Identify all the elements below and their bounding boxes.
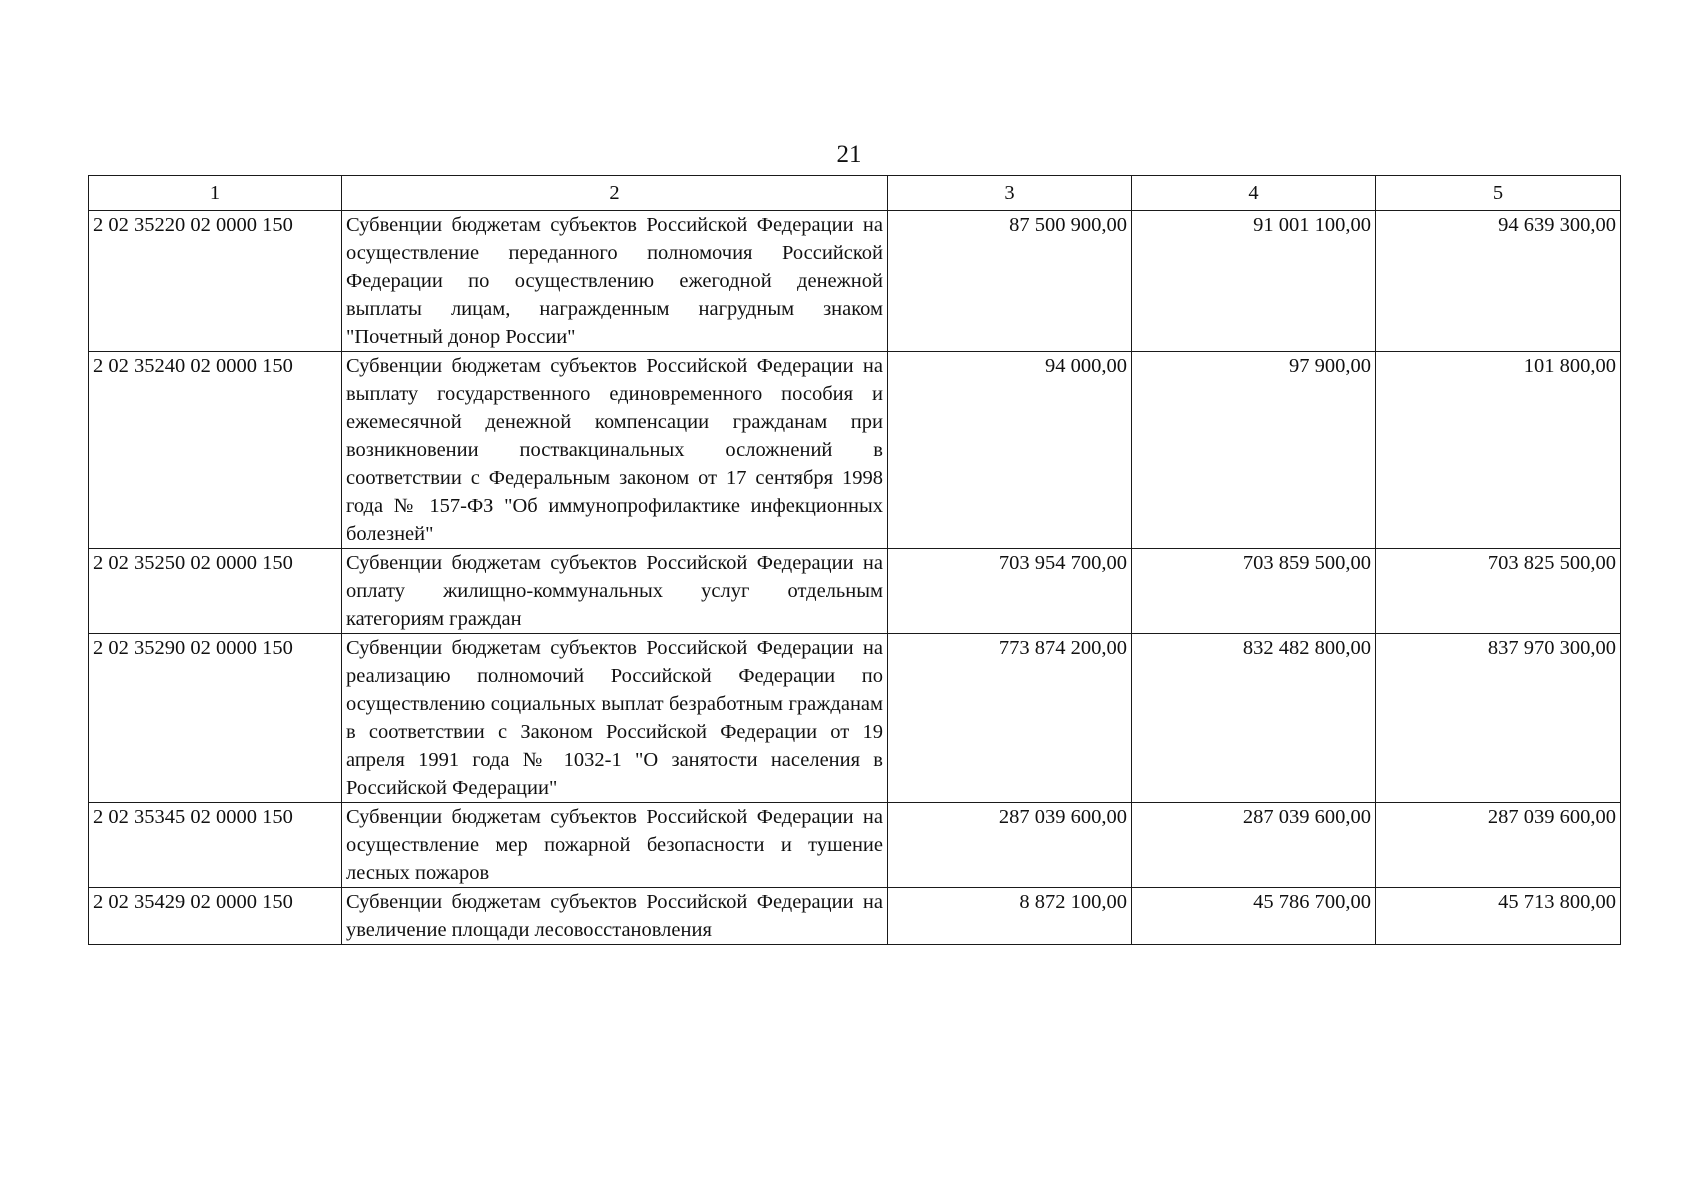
- budget-code: 2 02 35240 02 0000 150: [89, 352, 342, 549]
- row-description: Субвенции бюджетам субъектов Российской Федерации на осуществление переданного полномочия Российской Федерации по осуществлению ежегодной денежной выплаты лицам, награжденным нагрудным знаком "Почетный донор России": [342, 211, 888, 352]
- table-row: [89, 888, 1621, 945]
- budget-code: 2 02 35220 02 0000 150: [89, 211, 342, 352]
- table-row: [89, 634, 1621, 803]
- amount-col4: 703 859 500,00: [1132, 549, 1376, 634]
- table-row: [89, 211, 1621, 352]
- amount-col3: 703 954 700,00: [888, 549, 1132, 634]
- row-description: Субвенции бюджетам субъектов Российской Федерации на увеличение площади лесовосстановления: [342, 888, 888, 945]
- budget-code: 2 02 35250 02 0000 150: [89, 549, 342, 634]
- row-description: Субвенции бюджетам субъектов Российской Федерации на оплату жилищно-коммунальных услуг отдельным категориям граждан: [342, 549, 888, 634]
- header-row: [89, 176, 1621, 211]
- amount-col4: 45 786 700,00: [1132, 888, 1376, 945]
- column-header-3: 3: [888, 176, 1132, 211]
- amount-col4: 287 039 600,00: [1132, 803, 1376, 888]
- row-description: Субвенции бюджетам субъектов Российской Федерации на реализацию полномочий Российской Федерации по осуществлению социальных выплат безработным гражданам в соответствии с Законом Российской Федерации от 19 апреля 1991 года № 1032-1 "О занятости населения в Российской Федерации": [342, 634, 888, 803]
- amount-col5: 94 639 300,00: [1376, 211, 1621, 352]
- column-header-5: 5: [1376, 176, 1621, 211]
- column-header-2: 2: [342, 176, 888, 211]
- amount-col4: 91 001 100,00: [1132, 211, 1376, 352]
- row-description: Субвенции бюджетам субъектов Российской Федерации на выплату государственного единовременного пособия и ежемесячной денежной компенсации гражданам при возникновении поствакцинальных осложнений в соответствии с Федеральным законом от 17 сентября 1998 года № 157-ФЗ "Об иммунопрофилактике инфекционных болезней": [342, 352, 888, 549]
- amount-col3: 94 000,00: [888, 352, 1132, 549]
- table-row: [89, 352, 1621, 549]
- budget-code: 2 02 35429 02 0000 150: [89, 888, 342, 945]
- amount-col5: 703 825 500,00: [1376, 549, 1621, 634]
- amount-col3: 773 874 200,00: [888, 634, 1132, 803]
- amount-col4: 97 900,00: [1132, 352, 1376, 549]
- budget-code: 2 02 35345 02 0000 150: [89, 803, 342, 888]
- amount-col5: 101 800,00: [1376, 352, 1621, 549]
- budget-code: 2 02 35290 02 0000 150: [89, 634, 342, 803]
- amount-col4: 832 482 800,00: [1132, 634, 1376, 803]
- amount-col5: 45 713 800,00: [1376, 888, 1621, 945]
- amount-col3: 287 039 600,00: [888, 803, 1132, 888]
- page-number: 21: [836, 141, 862, 168]
- table-row: [89, 803, 1621, 888]
- column-header-4: 4: [1132, 176, 1376, 211]
- amount-col3: 87 500 900,00: [888, 211, 1132, 352]
- budget-table: [88, 175, 1621, 945]
- amount-col5: 837 970 300,00: [1376, 634, 1621, 803]
- amount-col5: 287 039 600,00: [1376, 803, 1621, 888]
- amount-col3: 8 872 100,00: [888, 888, 1132, 945]
- row-description: Субвенции бюджетам субъектов Российской Федерации на осуществление мер пожарной безопасности и тушение лесных пожаров: [342, 803, 888, 888]
- table-row: [89, 549, 1621, 634]
- column-header-1: 1: [89, 176, 342, 211]
